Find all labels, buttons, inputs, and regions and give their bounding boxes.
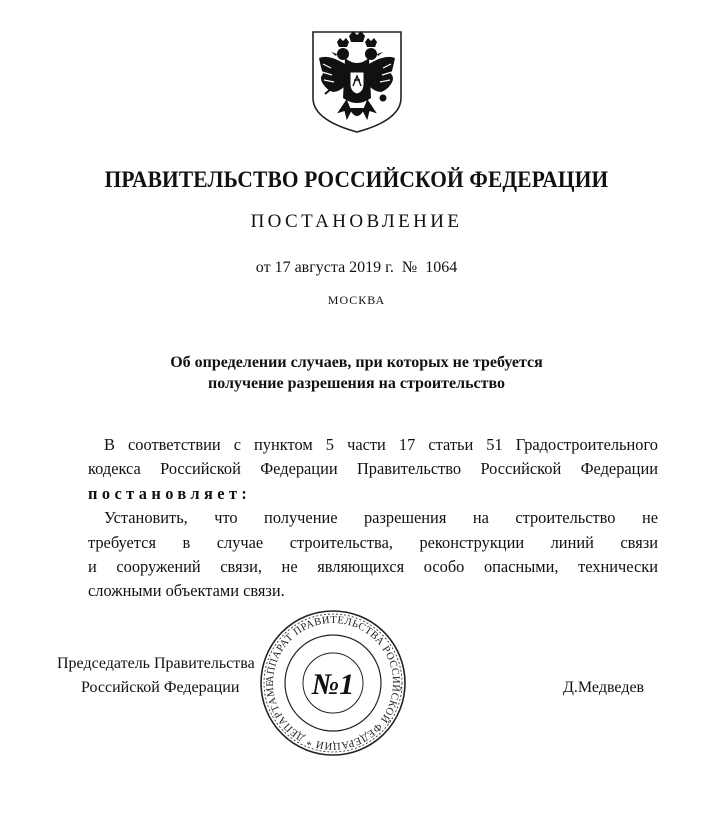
document-type: ПОСТАНОВЛЕНИЕ [250,211,463,232]
city-name: МОСКВА [327,293,386,307]
body-paragraph-2-line-2: требуется в случае строительства, реконструкции линий связи [88,532,658,552]
signatory-position-line-2: Российской Федерации [81,679,240,696]
date-and-number [0,259,713,277]
document-subject [0,352,713,394]
body-paragraph-1-line-2: кодекса Российской Федерации Правительство Российской Федерации [88,459,658,479]
document-body [88,433,658,604]
signatory-position-line-1: Председатель Правительства [57,655,255,672]
signatory-name: Д.Медведев [563,679,645,696]
body-paragraph-2-line-1: Установить, что получение разрешения на строительство не [104,508,658,528]
government-title: ПРАВИТЕЛЬСТВО РОССИЙСКОЙ ФЕДЕРАЦИИ [104,167,609,192]
decree-verb: постановляет: [88,483,252,503]
body-paragraph-2-line-4: сложными объектами связи. [88,581,285,601]
body-paragraph-1-line-1: В соответствии с пунктом 5 части 17 статьи 51 Градостроительного [104,435,658,454]
subject-line-2: получение разрешения на строительство [207,375,506,392]
body-paragraph-2-line-3: и сооружений связи, не являющихся особо опасными, технически [88,557,658,577]
subject-line-1: Об определении случаев, при которых не требуется [170,354,543,371]
seal-number: №1 [311,668,355,701]
seal-circular-text: АППАРАТ ПРАВИТЕЛЬСТВА РОССИЙСКОЙ ФЕДЕРАЦИИ * ДЕПАРТАМЕ [264,614,402,752]
official-seal-stamp [258,608,408,758]
coat-of-arms-emblem [309,28,405,136]
date-number-text: от 17 августа 2019 г. № 1064 [255,259,458,276]
